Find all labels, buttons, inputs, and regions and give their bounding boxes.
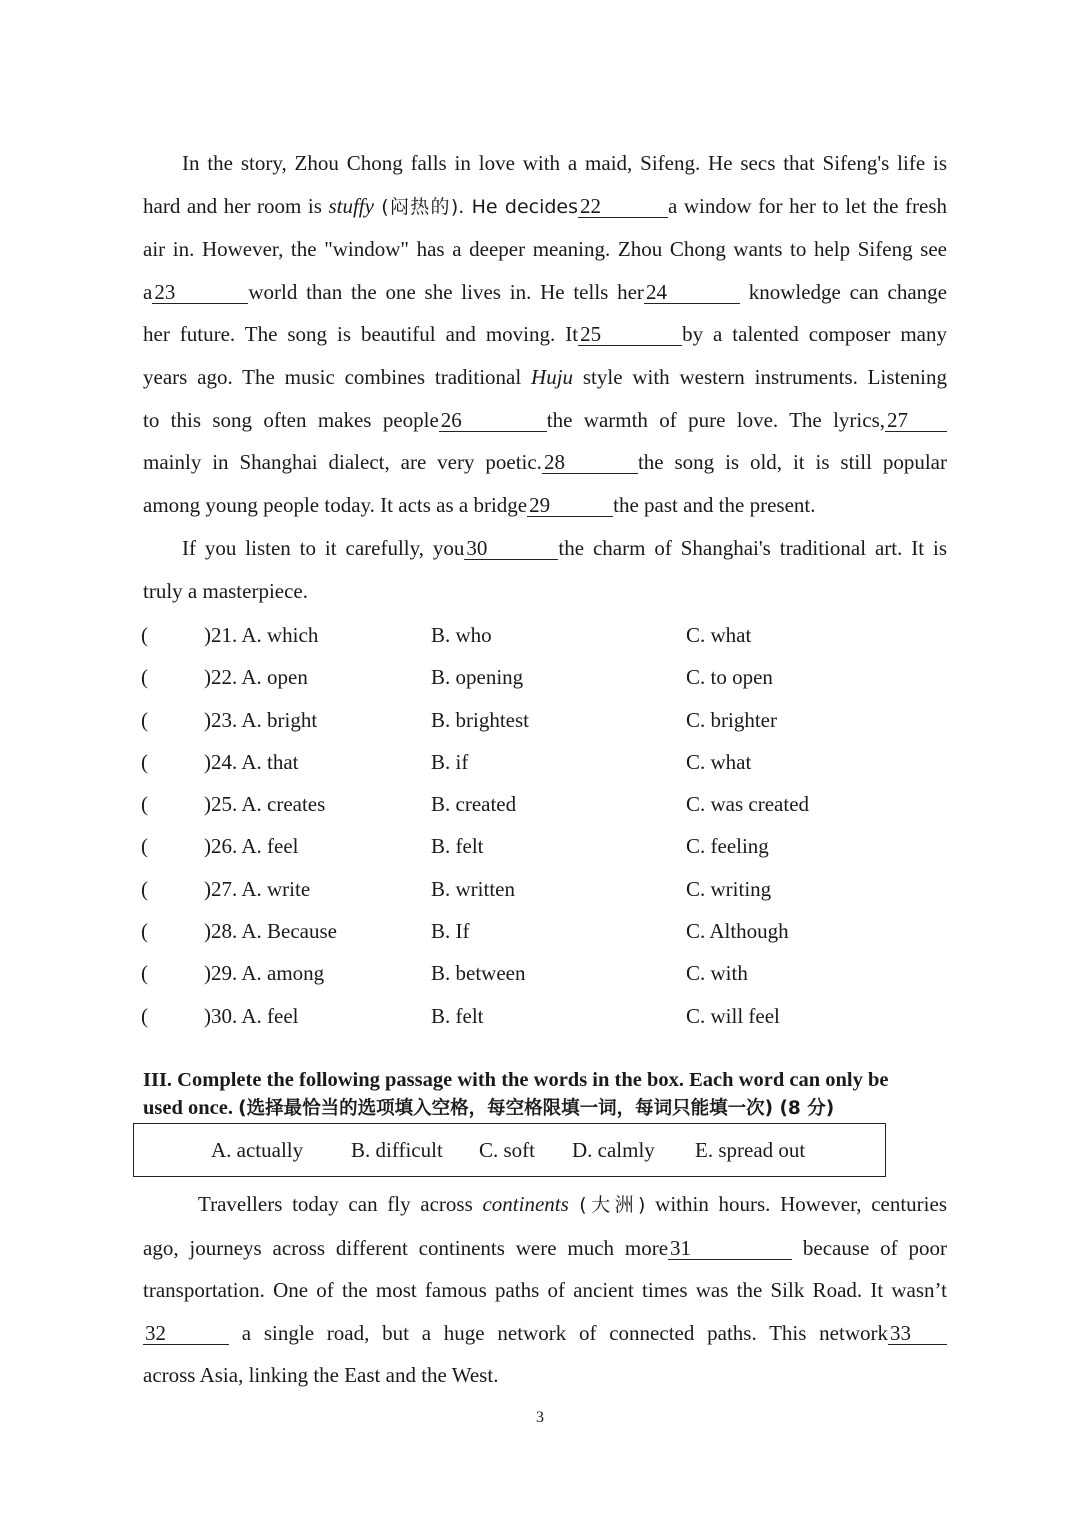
option-b: B. brightest [431,707,529,732]
option-a: )26. A. feel [204,834,299,859]
blank-27[interactable]: 27 [885,409,947,432]
blank-32[interactable]: 32 [143,1322,229,1345]
option-c: C. with [686,961,748,986]
word-option-c: C. soft [479,1138,536,1162]
option-row-25 [141,783,921,825]
word-box [133,1123,886,1177]
option-b: B. felt [431,834,484,859]
keyword-continents: continents [482,1192,569,1216]
option-c: C. to open [686,665,773,690]
option-b: B. felt [431,1003,484,1028]
option-a: )29. A. among [204,961,325,986]
passage-line: ago, journeys across different continents were much more31 because of poor [143,1235,947,1260]
option-row-29 [141,952,921,994]
option-row-21 [141,614,921,656]
option-row-26 [141,825,921,867]
option-b: B. if [431,749,469,774]
passage-line: truly a masterpiece. [143,578,309,603]
page-number: 3 [536,1409,544,1426]
option-b: B. who [431,623,492,647]
answer-bracket[interactable]: ( [141,623,148,647]
passage-line: air in. However, the "window" has a deeper meaning. Zhou Chong wants to help Sifeng see [143,237,947,262]
answer-bracket[interactable]: ( [141,876,148,901]
option-row-24 [141,741,921,783]
option-c: C. will feel [686,1003,780,1028]
blank-29[interactable]: 29 [527,494,613,517]
keyword-stuffy: stuffy [328,193,374,218]
passage-one-conclusion [143,527,947,612]
passage-line: across Asia, linking the East and the West. [143,1363,499,1388]
option-row-27 [141,868,921,910]
option-c: C. was created [686,792,810,817]
multiple-choice-options [141,614,921,1037]
answer-bracket[interactable]: ( [141,961,148,986]
option-row-22 [141,656,921,698]
blank-22[interactable]: 22 [578,195,668,218]
option-a: )27. A. write [204,876,311,901]
answer-bracket[interactable]: ( [141,749,148,774]
option-row-23 [141,699,921,741]
option-b: B. created [431,792,517,817]
option-a: )22. A. open [204,665,308,690]
passage-line: her future. The song is beautiful and moving. It25 by a talented composer many [143,322,947,347]
blank-31[interactable]: 31 [668,1237,792,1260]
passage-line: 32 a single road, but a huge network of connected paths. This network33 [143,1312,947,1355]
option-b: B. opening [431,665,524,690]
blank-28[interactable]: 28 [542,451,638,474]
passage-line: a23 world than the one she lives in. He tells her24 knowledge can change [143,279,947,304]
answer-bracket[interactable]: ( [141,707,148,732]
passage-line: years ago. The music combines traditional Huju style with western instruments. Listening [143,364,948,389]
passage-line: hard and her room is stuffy (闷热的). He decides22 a window for her to let the fresh [143,193,947,218]
word-option-d: D. calmly [572,1138,655,1162]
passage-one [143,142,947,526]
option-a: )23. A. bright [204,707,318,732]
option-c: C. Although [686,919,789,944]
option-row-28 [141,910,921,952]
passage-two [143,1183,947,1397]
answer-bracket[interactable]: ( [141,1003,148,1028]
passage-line: In the story, Zhou Chong falls in love with a maid, Sifeng. He secs that Sifeng's life is [182,151,947,175]
option-a: )24. A. that [204,749,299,774]
option-c: C. what [686,749,752,774]
option-b: B. between [431,961,526,986]
option-c: C. writing [686,876,772,901]
answer-bracket[interactable]: ( [141,919,148,944]
passage-line: If you listen to it carefully, you30 the charm of Shanghai's traditional art. It is [182,536,947,560]
option-row-30 [141,995,921,1037]
option-b: B. If [431,919,470,944]
option-c: C. what [686,623,752,647]
option-b: B. written [431,876,515,901]
passage-line: to this song often makes people26 the warmth of pure love. The lyrics,27 [143,399,947,442]
word-option-a: A. actually [211,1138,304,1162]
passage-line: mainly in Shanghai dialect, are very poetic.28 the song is old, it is still popular [143,450,947,475]
answer-bracket[interactable]: ( [141,834,148,859]
answer-bracket[interactable]: ( [141,665,148,690]
word-option-b: B. difficult [351,1138,443,1162]
blank-33[interactable]: 33 [888,1322,947,1345]
option-a: )30. A. feel [204,1003,299,1028]
passage-line: among young people today. It acts as a bridge29 the past and the present. [143,492,816,517]
section-three-instructions-line2: used once. (选择最恰当的选项填入空格，每空格限填一词，每词只能填一次) (8 分) [143,1097,835,1119]
blank-25[interactable]: 25 [578,323,682,346]
word-option-e: E. spread out [695,1138,806,1162]
blank-30[interactable]: 30 [464,537,558,560]
option-a: )25. A. creates [204,792,326,817]
option-c: C. brighter [686,707,777,732]
passage-line: Travellers today can fly across continents (大洲) within hours. However, centuries [198,1192,947,1216]
option-c: C. feeling [686,834,769,859]
option-a: )28. A. Because [204,919,337,944]
blank-23[interactable]: 23 [152,281,248,304]
section-three-instructions: III. Complete the following passage with the words in the box. Each word can only be [143,1069,889,1091]
passage-line: transportation. One of the most famous paths of ancient times was the Silk Road. It wasn’t [143,1278,947,1303]
option-a: )21. A. which [204,623,319,647]
blank-24[interactable]: 24 [644,281,740,304]
keyword-huju: Huju [531,364,574,389]
blank-26[interactable]: 26 [439,409,547,432]
section-three-heading [143,1066,951,1123]
answer-bracket[interactable]: ( [141,792,148,817]
